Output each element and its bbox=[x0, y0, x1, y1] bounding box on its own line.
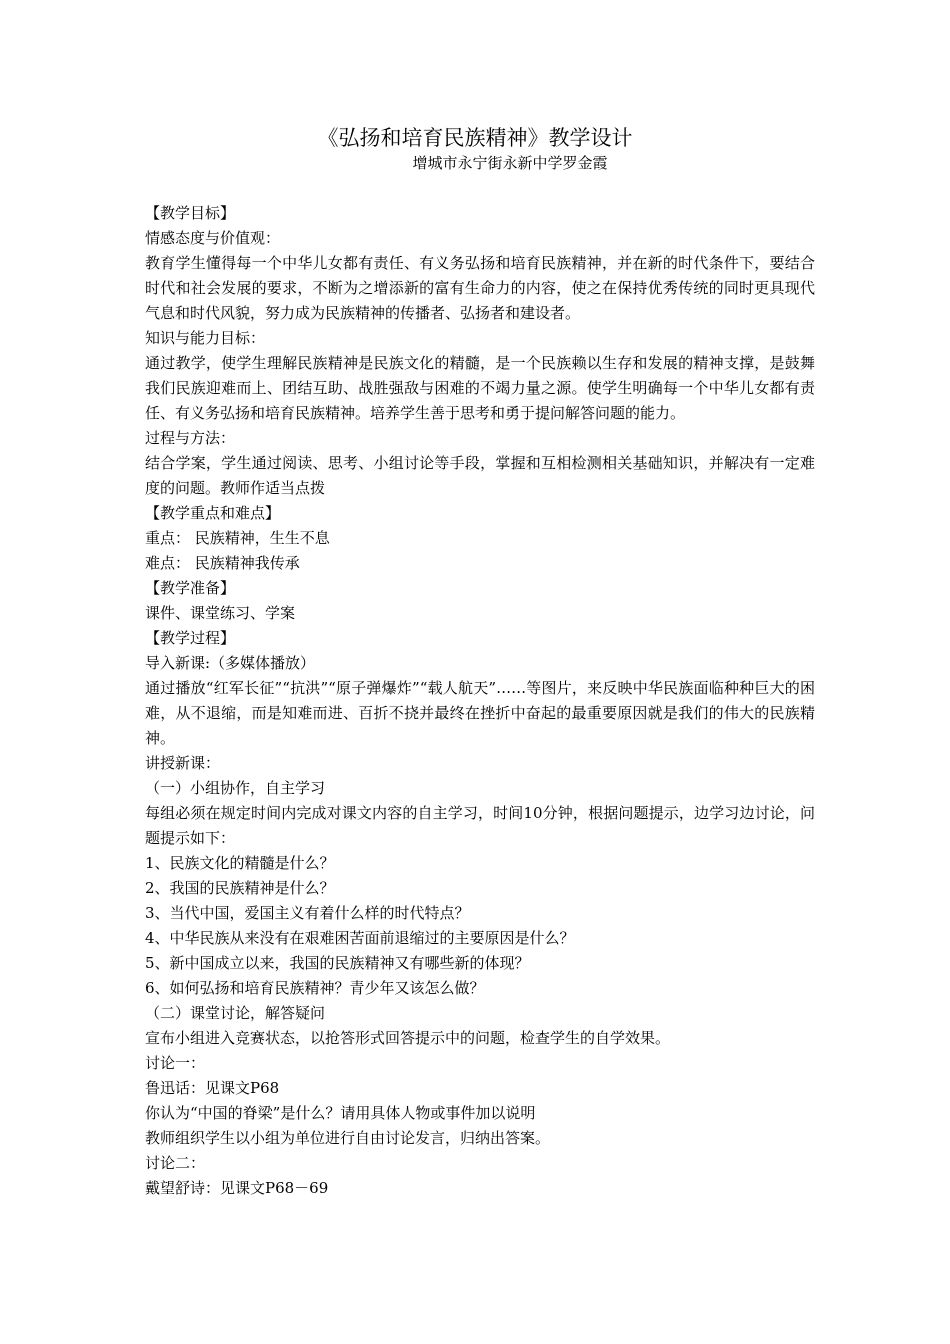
line-competition: 宣布小组进入竞赛状态，以抢答形式回答提示中的问题，检查学生的自学效果。 bbox=[145, 1029, 671, 1047]
section-heading-process: 【教学过程】 bbox=[145, 629, 236, 647]
section-heading-preparation: 【教学准备】 bbox=[145, 579, 236, 597]
list-item-question-5: 5、新中国成立以来，我国的民族精神又有哪些新的体现？ bbox=[145, 954, 530, 972]
paragraph-process: 结合学案，学生通过阅读、思考、小组讨论等手段，掌握和互相检测相关基础知识，并解决有一定难度的问题。教师作适当点拨 bbox=[145, 454, 815, 497]
subheading-attitude: 情感态度与价值观： bbox=[145, 229, 281, 247]
line-discussion-1: 讨论一： bbox=[145, 1054, 206, 1072]
line-preparation: 课件、课堂练习、学案 bbox=[145, 604, 296, 622]
subheading-group-study: （一）小组协作，自主学习 bbox=[145, 779, 326, 797]
list-item-question-2: 2、我国的民族精神是什么？ bbox=[145, 879, 335, 897]
list-item-question-4: 4、中华民族从来没有在艰难困苦面前退缩过的主要原因是什么？ bbox=[145, 929, 575, 947]
list-item-question-6: 6、如何弘扬和培育民族精神？青少年又该怎么做？ bbox=[145, 979, 485, 997]
document-title: 《弘扬和培育民族精神》教学设计 bbox=[317, 126, 633, 150]
subheading-class-discussion: （二）课堂讨论，解答疑问 bbox=[145, 1004, 326, 1022]
subheading-knowledge: 知识与能力目标： bbox=[145, 329, 266, 347]
list-item-question-3: 3、当代中国，爱国主义有着什么样的时代特点？ bbox=[145, 904, 470, 922]
line-key-point: 重点： 民族精神，生生不息 bbox=[145, 529, 330, 547]
paragraph-knowledge: 通过教学，使学生理解民族精神是民族文化的精髓，是一个民族赖以生存和发展的精神支撑，是鼓舞我们民族迎难而上、团结互助、战胜强敌与困难的不竭力量之源。使学生明确每一个中华儿女都有责任、有义务弘扬和培育民族精神。培养学生善于思考和勇于提问解答问题的能力。 bbox=[145, 354, 815, 422]
paragraph-attitude: 教育学生懂得每一个中华儿女都有责任、有义务弘扬和培育民族精神，并在新的时代条件下，要结合时代和社会发展的要求，不断为之增添新的富有生命力的内容，使之在保持优秀传统的同时更具现代气息和时代风貌，努力成为民族精神的传播者、弘扬者和建设者。 bbox=[145, 254, 815, 322]
line-luxun-quote: 鲁迅话：见课文P68 bbox=[145, 1079, 280, 1097]
line-teacher-organize: 教师组织学生以小组为单位进行自由讨论发言，归纳出答案。 bbox=[145, 1129, 551, 1147]
subheading-process: 过程与方法： bbox=[145, 429, 236, 447]
line-backbone-question: 你认为“中国的脊梁”是什么？请用具体人物或事件加以说明 bbox=[145, 1104, 536, 1122]
line-introduction: 导入新课:（多媒体播放） bbox=[145, 654, 316, 672]
line-difficulty: 难点： 民族精神我传承 bbox=[145, 554, 300, 572]
line-dai-wangshu-poem: 戴望舒诗：见课文P68－69 bbox=[145, 1179, 329, 1197]
line-new-lesson: 讲授新课： bbox=[145, 754, 221, 772]
section-heading-key-points: 【教学重点和难点】 bbox=[145, 504, 281, 522]
paragraph-group-study: 每组必须在规定时间内完成对课文内容的自主学习，时间10分钟，根据问题提示，边学习边讨论，问题提示如下： bbox=[145, 804, 815, 847]
paragraph-introduction: 通过播放“红军长征”“抗洪”“原子弹爆炸”“载人航天”……等图片，来反映中华民族面临种种巨大的困难，从不退缩，而是知难而进、百折不挠并最终在挫折中奋起的最重要原因就是我们的伟大的民族精神。 bbox=[145, 679, 815, 747]
list-item-question-1: 1、民族文化的精髓是什么？ bbox=[145, 854, 335, 872]
line-discussion-2: 讨论二： bbox=[145, 1154, 206, 1172]
document-body bbox=[145, 201, 815, 1201]
document-author: 增城市永宁街永新中学罗金霞 bbox=[412, 154, 608, 172]
section-heading-objectives: 【教学目标】 bbox=[145, 204, 236, 222]
